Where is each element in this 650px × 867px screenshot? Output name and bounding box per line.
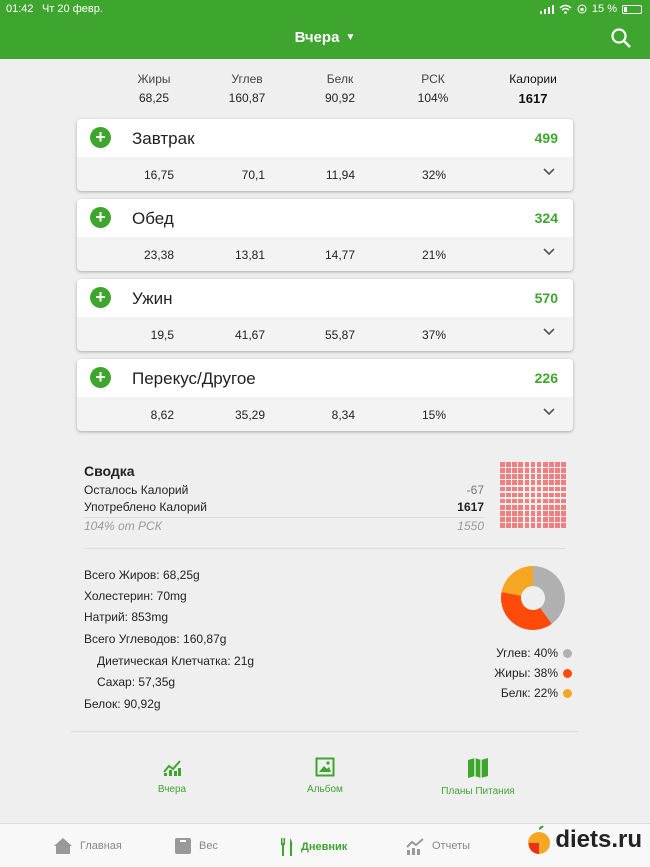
meal-fat: 19,5 xyxy=(150,328,174,342)
meal-calories: 499 xyxy=(534,130,558,146)
grid-cell xyxy=(525,511,530,516)
grid-cell xyxy=(549,468,554,473)
grid-cell xyxy=(531,517,536,522)
tab-reports[interactable] xyxy=(405,837,470,855)
meal-protein: 8,34 xyxy=(331,408,355,422)
totals-rsk: РСК 104% xyxy=(417,72,449,105)
meal-calories: 570 xyxy=(534,290,558,306)
grid-cell xyxy=(555,499,560,504)
tab-weight[interactable] xyxy=(174,837,218,855)
grid-cell xyxy=(555,517,560,522)
grid-cell xyxy=(500,517,505,522)
grid-cell xyxy=(555,480,560,485)
legend-fat: Жиры: 38% xyxy=(494,666,572,680)
grid-cell xyxy=(531,511,536,516)
grid-cell xyxy=(518,505,523,510)
grid-cell xyxy=(531,505,536,510)
legend-dot xyxy=(563,649,572,658)
chevron-down-icon[interactable] xyxy=(543,408,555,416)
legend-protein: Белк: 22% xyxy=(501,686,572,700)
action-album[interactable] xyxy=(265,757,385,795)
remaining-label: Осталось Калорий xyxy=(84,483,189,497)
grid-cell xyxy=(555,462,560,467)
apple-logo-icon xyxy=(526,825,552,855)
grid-cell xyxy=(549,511,554,516)
grid-cell xyxy=(537,517,542,522)
meal-fat: 23,38 xyxy=(143,248,174,262)
meal-card-snack[interactable] xyxy=(77,359,573,431)
grid-cell xyxy=(525,462,530,467)
grid-cell xyxy=(518,499,523,504)
date-selector[interactable] xyxy=(0,29,650,46)
nutrient-protein: Белок: 90,92g xyxy=(84,697,161,711)
grid-cell xyxy=(518,474,523,479)
grid-cell xyxy=(506,499,511,504)
grid-cell xyxy=(525,474,530,479)
grid-cell xyxy=(537,505,542,510)
battery-icon xyxy=(622,5,642,14)
grid-cell xyxy=(555,487,560,492)
grid-cell xyxy=(518,462,523,467)
grid-cell xyxy=(506,462,511,467)
meal-carbs: 35,29 xyxy=(234,408,265,422)
meal-name: Обед xyxy=(132,209,174,228)
grid-cell xyxy=(531,468,536,473)
meal-rsk: 21% xyxy=(421,248,446,262)
grid-cell xyxy=(506,474,511,479)
meal-rsk: 15% xyxy=(421,408,446,422)
meal-rsk: 32% xyxy=(421,168,446,182)
wifi-icon xyxy=(559,4,572,14)
tab-label: Вес xyxy=(199,840,218,852)
chevron-down-icon[interactable] xyxy=(543,328,555,336)
totals-carbs: Углев 160,87 xyxy=(228,72,266,105)
grid-cell xyxy=(531,499,536,504)
grid-cell xyxy=(543,505,548,510)
grid-cell xyxy=(555,523,560,528)
nutrient-carbs: Всего Углеводов: 160,87g xyxy=(84,632,227,646)
grid-cell xyxy=(512,505,517,510)
nutrient-sugar: Сахар: 57,35g xyxy=(97,675,176,689)
meal-fat: 8,62 xyxy=(150,408,174,422)
grid-cell xyxy=(512,517,517,522)
grid-cell xyxy=(543,468,548,473)
grid-cell xyxy=(537,474,542,479)
consumed-value: 1617 xyxy=(457,500,484,514)
signal-icon xyxy=(540,5,554,14)
grid-cell xyxy=(500,480,505,485)
chart-icon xyxy=(162,757,182,777)
meal-name: Завтрак xyxy=(132,129,195,148)
grid-cell xyxy=(500,505,505,510)
add-food-button[interactable]: + xyxy=(90,367,111,388)
grid-cell xyxy=(506,517,511,522)
grid-cell xyxy=(543,511,548,516)
report-icon xyxy=(405,837,425,855)
status-time: 01:42 xyxy=(6,3,34,15)
divider xyxy=(71,731,579,732)
grid-cell xyxy=(500,493,505,498)
grid-cell xyxy=(518,480,523,485)
meal-name: Ужин xyxy=(132,289,173,308)
totals-fat: Жиры 68,25 xyxy=(137,72,171,105)
tab-label: Дневник xyxy=(301,841,348,853)
grid-cell xyxy=(525,493,530,498)
meal-name: Перекус/Другое xyxy=(132,369,256,388)
grid-cell xyxy=(506,487,511,492)
grid-cell xyxy=(537,462,542,467)
grid-cell xyxy=(518,487,523,492)
grid-cell xyxy=(543,517,548,522)
grid-cell xyxy=(561,517,566,522)
add-food-button[interactable]: + xyxy=(90,287,111,308)
grid-cell xyxy=(549,505,554,510)
action-label: Альбом xyxy=(307,784,343,795)
rsk-value: 1550 xyxy=(457,519,484,533)
image-icon xyxy=(315,757,335,777)
grid-cell xyxy=(561,480,566,485)
grid-cell xyxy=(512,523,517,528)
grid-cell xyxy=(549,517,554,522)
grid-cell xyxy=(543,474,548,479)
grid-cell xyxy=(549,480,554,485)
grid-cell xyxy=(531,462,536,467)
grid-cell xyxy=(500,462,505,467)
meal-card-dinner[interactable] xyxy=(77,279,573,351)
add-food-button[interactable]: + xyxy=(90,207,111,228)
grid-cell xyxy=(525,517,530,522)
tab-label: Главная xyxy=(80,840,122,852)
rsk-label: 104% от РСК xyxy=(84,519,162,533)
grid-cell xyxy=(500,468,505,473)
totals-row xyxy=(0,72,650,112)
grid-cell xyxy=(500,474,505,479)
grid-cell xyxy=(500,511,505,516)
consumed-row xyxy=(84,500,484,518)
calorie-grid xyxy=(500,462,566,528)
meal-card-lunch[interactable] xyxy=(77,199,573,271)
meal-carbs: 13,81 xyxy=(234,248,265,262)
grid-cell xyxy=(543,493,548,498)
meal-carbs: 70,1 xyxy=(241,168,265,182)
grid-cell xyxy=(525,505,530,510)
remaining-value: -67 xyxy=(466,483,484,497)
grid-cell xyxy=(549,474,554,479)
grid-cell xyxy=(518,511,523,516)
tab-diary[interactable] xyxy=(280,837,347,857)
grid-cell xyxy=(500,523,505,528)
grid-cell xyxy=(561,462,566,467)
nutrient-fiber: Диетическая Клетчатка: 21g xyxy=(97,654,255,668)
meal-calories: 226 xyxy=(534,370,558,386)
consumed-label: Употреблено Калорий xyxy=(84,500,207,514)
grid-cell xyxy=(500,487,505,492)
grid-cell xyxy=(525,468,530,473)
brand-text: diets.ru xyxy=(555,826,642,853)
action-meal-plans[interactable] xyxy=(418,757,538,797)
grid-cell xyxy=(555,493,560,498)
grid-cell xyxy=(555,474,560,479)
caret-down-icon: ▼ xyxy=(345,32,356,43)
meal-protein: 14,77 xyxy=(324,248,355,262)
grid-cell xyxy=(537,499,542,504)
totals-protein: Белк 90,92 xyxy=(324,72,356,105)
grid-cell xyxy=(518,493,523,498)
meal-carbs: 41,67 xyxy=(234,328,265,342)
nutrient-cholesterol: Холестерин: 70mg xyxy=(84,589,187,603)
grid-cell xyxy=(525,523,530,528)
grid-cell xyxy=(543,480,548,485)
grid-cell xyxy=(537,487,542,492)
grid-cell xyxy=(506,511,511,516)
grid-cell xyxy=(531,523,536,528)
grid-cell xyxy=(518,517,523,522)
action-yesterday[interactable] xyxy=(112,757,232,795)
search-icon[interactable] xyxy=(610,27,632,49)
grid-cell xyxy=(518,523,523,528)
grid-cell xyxy=(506,468,511,473)
grid-cell xyxy=(512,468,517,473)
grid-cell xyxy=(537,493,542,498)
chevron-down-icon[interactable] xyxy=(543,168,555,176)
grid-cell xyxy=(512,487,517,492)
divider xyxy=(84,548,566,549)
summary-title: Сводка xyxy=(84,463,135,479)
grid-cell xyxy=(506,480,511,485)
grid-cell xyxy=(525,499,530,504)
legend-carbs: Углев: 40% xyxy=(496,646,572,660)
grid-cell xyxy=(549,462,554,467)
grid-cell xyxy=(561,474,566,479)
page-title: Вчера xyxy=(294,29,340,46)
grid-cell xyxy=(561,505,566,510)
grid-cell xyxy=(561,487,566,492)
grid-cell xyxy=(549,487,554,492)
rotation-lock-icon xyxy=(577,4,587,14)
grid-cell xyxy=(537,511,542,516)
add-food-button[interactable]: + xyxy=(90,127,111,148)
donut-slice-3 xyxy=(502,566,533,596)
tab-label: Отчеты xyxy=(432,840,471,852)
battery-percent: 15 % xyxy=(591,3,617,15)
grid-cell xyxy=(555,505,560,510)
meal-card-breakfast[interactable] xyxy=(77,119,573,191)
grid-cell xyxy=(531,493,536,498)
grid-cell xyxy=(518,468,523,473)
grid-cell xyxy=(531,474,536,479)
grid-cell xyxy=(543,499,548,504)
grid-cell xyxy=(512,480,517,485)
grid-cell xyxy=(512,511,517,516)
grid-cell xyxy=(512,499,517,504)
grid-cell xyxy=(537,480,542,485)
scale-icon xyxy=(174,837,192,855)
grid-cell xyxy=(500,499,505,504)
brand-watermark xyxy=(526,825,642,855)
grid-cell xyxy=(512,493,517,498)
chevron-down-icon[interactable] xyxy=(543,248,555,256)
nutrient-sodium: Натрий: 853mg xyxy=(84,610,169,624)
grid-cell xyxy=(561,499,566,504)
grid-cell xyxy=(561,493,566,498)
grid-cell xyxy=(543,487,548,492)
grid-cell xyxy=(555,468,560,473)
totals-calories: Калории 1617 xyxy=(509,72,557,106)
meal-fat: 16,75 xyxy=(143,168,174,182)
home-icon xyxy=(53,837,73,855)
legend-dot xyxy=(563,669,572,678)
meal-calories: 324 xyxy=(534,210,558,226)
meal-protein: 55,87 xyxy=(324,328,355,342)
remaining-row xyxy=(84,483,484,497)
grid-cell xyxy=(531,480,536,485)
map-icon xyxy=(467,757,489,779)
meal-rsk: 37% xyxy=(421,328,446,342)
meal-protein: 11,94 xyxy=(325,168,355,182)
grid-cell xyxy=(561,523,566,528)
grid-cell xyxy=(506,505,511,510)
grid-cell xyxy=(525,480,530,485)
action-label: Планы Питания xyxy=(441,786,515,797)
grid-cell xyxy=(555,511,560,516)
grid-cell xyxy=(506,493,511,498)
grid-cell xyxy=(537,468,542,473)
grid-cell xyxy=(543,462,548,467)
legend-dot xyxy=(563,689,572,698)
status-date: Чт 20 февр. xyxy=(42,3,103,15)
macro-donut-chart xyxy=(500,565,566,631)
grid-cell xyxy=(549,523,554,528)
tab-home[interactable] xyxy=(53,837,122,855)
action-label: Вчера xyxy=(157,784,187,795)
cutlery-icon xyxy=(280,837,294,857)
grid-cell xyxy=(549,493,554,498)
rsk-row xyxy=(84,519,484,533)
nutrient-fat: Всего Жиров: 68,25g xyxy=(84,568,200,582)
grid-cell xyxy=(512,462,517,467)
grid-cell xyxy=(512,474,517,479)
grid-cell xyxy=(543,523,548,528)
grid-cell xyxy=(525,487,530,492)
grid-cell xyxy=(506,523,511,528)
app-header xyxy=(0,0,650,59)
grid-cell xyxy=(561,511,566,516)
grid-cell xyxy=(537,523,542,528)
status-right xyxy=(540,3,642,15)
grid-cell xyxy=(549,499,554,504)
grid-cell xyxy=(531,487,536,492)
grid-cell xyxy=(561,468,566,473)
